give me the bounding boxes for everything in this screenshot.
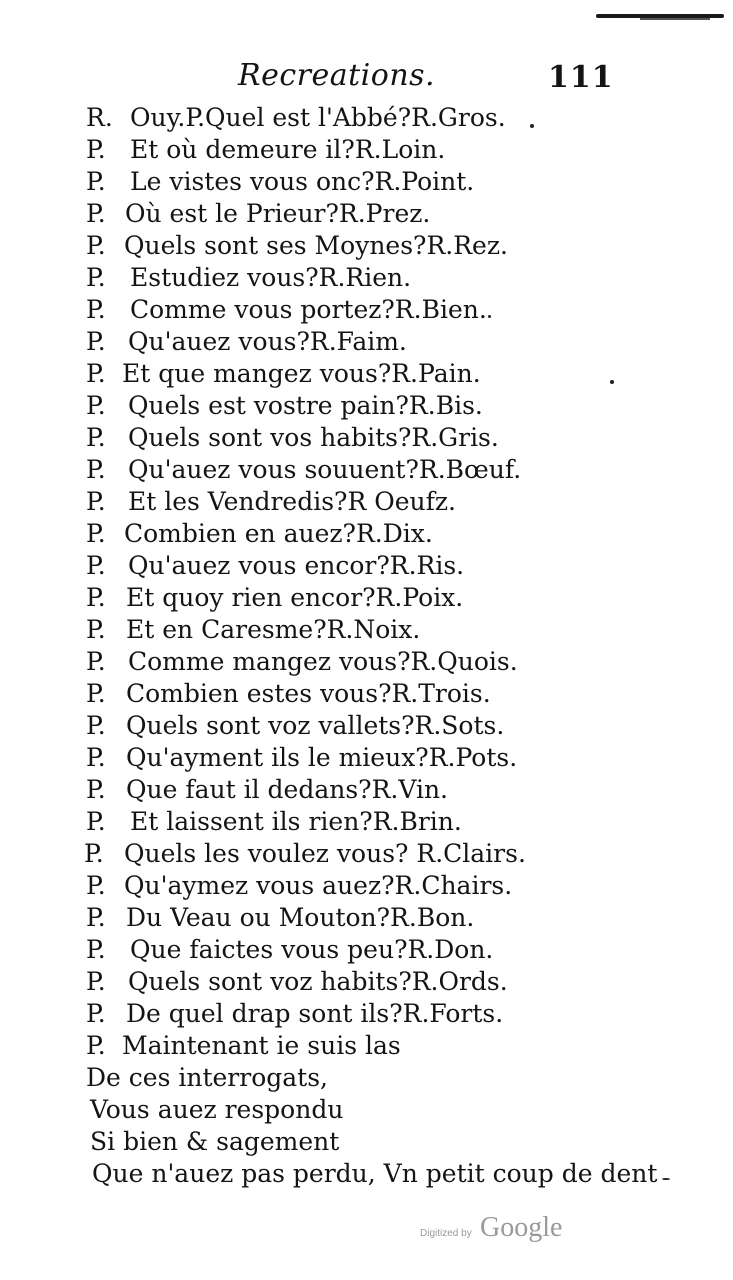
line-text: Estudiez vous?R.Rien.	[130, 263, 412, 292]
line-text: Quels est vostre pain?R.Bis.	[128, 391, 483, 420]
speaker-marker: P.	[86, 967, 106, 996]
line-text: Du Veau ou Mouton?R.Bon.	[126, 903, 475, 932]
line-text: Et où demeure il?R.Loin.	[130, 135, 446, 164]
line-text: Si bien & sagement	[90, 1127, 340, 1156]
speaker-marker: P.	[86, 327, 106, 356]
speaker-marker: P.	[86, 359, 106, 388]
line-text: Qu'aymez vous auez?R.Chairs.	[124, 871, 513, 900]
line-text: Et quoy rien encor?R.Poix.	[126, 583, 464, 612]
line-text: Comme vous portez?R.Bien.	[130, 295, 487, 324]
speaker-marker: P.	[86, 1031, 106, 1060]
line-text: Combien estes vous?R.Trois.	[126, 679, 491, 708]
watermark-caption: Digitized by	[420, 1228, 472, 1239]
line-text: Le vistes vous onc?R.Point.	[130, 167, 475, 196]
speaker-marker: P.	[86, 199, 106, 228]
line-text: Quels sont ses Moynes?R.Rez.	[124, 231, 508, 260]
speaker-marker: P.	[86, 551, 106, 580]
speaker-marker: P.	[86, 679, 106, 708]
line-text: Qu'auez vous encor?R.Ris.	[128, 551, 465, 580]
ink-speck	[662, 1178, 670, 1180]
line-text: De ces interrogats,	[86, 1063, 328, 1092]
line-text: Que n'auez pas perdu, Vn petit coup de dent	[92, 1159, 658, 1188]
top-rule-shadow	[640, 18, 710, 20]
speaker-marker: P.	[86, 231, 106, 260]
line-text: Qu'auez vous?R.Faim.	[128, 327, 407, 356]
speaker-marker: P.	[86, 615, 106, 644]
line-text: Et que mangez vous?R.Pain.	[122, 359, 481, 388]
line-text: Vous auez respondu	[90, 1095, 344, 1124]
speaker-marker: P.	[86, 871, 106, 900]
line-text: Qu'auez vous souuent?R.Bœuf.	[128, 455, 522, 484]
ink-speck	[530, 124, 534, 128]
speaker-marker: P.	[86, 935, 106, 964]
line-text: Que faictes vous peu?R.Don.	[130, 935, 494, 964]
speaker-marker: P.	[86, 775, 106, 804]
line-text: Quels les voulez vous? R.Clairs.	[124, 839, 526, 868]
speaker-marker: P.	[86, 487, 106, 516]
speaker-marker: P.	[84, 839, 104, 868]
speaker-marker: P.	[86, 295, 106, 324]
speaker-marker: P.	[86, 263, 106, 292]
speaker-marker: P.	[86, 999, 106, 1028]
speaker-marker: P.	[86, 647, 106, 676]
line-text: Qu'ayment ils le mieux?R.Pots.	[126, 743, 518, 772]
line-text: Et en Caresme?R.Noix.	[126, 615, 421, 644]
speaker-marker: R.	[86, 103, 113, 132]
speaker-marker: P.	[86, 583, 106, 612]
line-text: Comme mangez vous?R.Quois.	[128, 647, 518, 676]
line-text: Où est le Prieur?R.Prez.	[125, 199, 431, 228]
line-text: Que faut il dedans?R.Vin.	[126, 775, 448, 804]
speaker-marker: P.	[86, 391, 106, 420]
line-text: Et les Vendredis?R Oeufz.	[128, 487, 456, 516]
speaker-marker: P.	[86, 167, 106, 196]
line-text: Et laissent ils rien?R.Brin.	[130, 807, 462, 836]
speaker-marker: P.	[86, 455, 106, 484]
line-text: Combien en auez?R.Dix.	[124, 519, 433, 548]
ink-speck	[610, 380, 614, 384]
page-number: 111	[548, 60, 614, 95]
line-text: De quel drap sont ils?R.Forts.	[126, 999, 504, 1028]
speaker-marker: P.	[86, 711, 106, 740]
speaker-marker: P.	[86, 807, 106, 836]
speaker-marker: P.	[86, 135, 106, 164]
line-text: Ouy.P.Quel est l'Abbé?R.Gros.	[130, 103, 506, 132]
line-text: Maintenant ie suis las	[122, 1031, 401, 1060]
speaker-marker: P.	[86, 903, 106, 932]
speaker-marker: P.	[86, 423, 106, 452]
line-text: Quels sont voz vallets?R.Sots.	[126, 711, 505, 740]
line-text: Quels sont voz habits?R.Ords.	[128, 967, 508, 996]
speaker-marker: P.	[86, 743, 106, 772]
google-logo: Google	[480, 1212, 563, 1243]
ink-speck	[488, 315, 491, 318]
google-watermark	[420, 1212, 580, 1248]
line-text: Quels sont vos habits?R.Gris.	[128, 423, 499, 452]
speaker-marker: P.	[86, 519, 106, 548]
running-head: Recreations.	[238, 58, 436, 93]
